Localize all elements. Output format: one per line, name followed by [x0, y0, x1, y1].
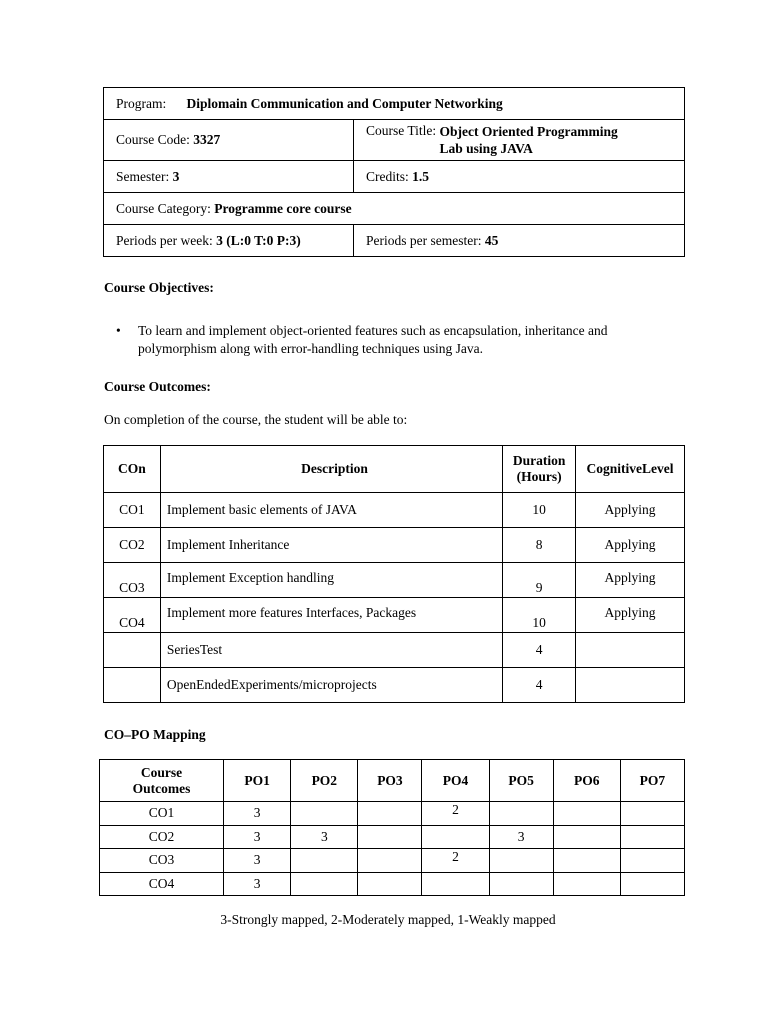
po-cell: 3	[224, 872, 291, 896]
table-row	[104, 633, 685, 668]
table-row	[104, 598, 685, 633]
con-cell: CO2	[104, 528, 161, 563]
level-cell: Applying	[576, 528, 685, 563]
description-cell: Implement Exception handling	[160, 563, 502, 598]
semester-value: 3	[172, 168, 180, 184]
bullet-icon: •	[116, 323, 121, 338]
mapping-table	[99, 759, 685, 896]
co-cell: CO3	[100, 849, 224, 873]
po-cell: 3	[291, 825, 358, 849]
table-row	[100, 802, 685, 826]
duration-cell: 9	[503, 563, 576, 598]
mapping-header-row	[100, 760, 685, 802]
program-cell	[104, 88, 685, 120]
objectives-heading: Course Objectives:	[104, 280, 214, 295]
program-value: Diplomain Communication and Computer Networking	[186, 95, 503, 111]
credits-value: 1.5	[412, 168, 429, 184]
course-title-line1: Object Oriented Programming	[439, 124, 618, 139]
po-cell	[620, 802, 684, 826]
periods-semester-value: 45	[484, 232, 499, 248]
credits-cell	[354, 161, 685, 193]
outcomes-table	[103, 445, 685, 703]
po-cell	[422, 872, 489, 896]
description-cell: SeriesTest	[160, 633, 502, 668]
course-title-label: Course Title:	[366, 123, 437, 138]
course-code-cell	[104, 120, 354, 161]
header-po5: PO5	[489, 760, 553, 802]
po-cell: 3	[489, 825, 553, 849]
header-duration-line1: Duration	[512, 453, 566, 468]
category-cell	[104, 193, 685, 225]
po-cell	[291, 849, 358, 873]
po-cell	[553, 802, 620, 826]
course-info-table	[103, 87, 685, 257]
header-po4: PO4	[422, 760, 489, 802]
header-description: Description	[160, 446, 502, 493]
level-cell: Applying	[576, 598, 685, 633]
co-cell: CO4	[100, 872, 224, 896]
po-cell	[358, 825, 422, 849]
header-duration	[503, 446, 576, 493]
periods-week-label: Periods per week:	[116, 232, 213, 248]
periods-week-cell	[104, 225, 354, 257]
duration-cell: 8	[503, 528, 576, 563]
po-cell	[553, 872, 620, 896]
course-title-value	[440, 123, 618, 157]
objective-item: To learn and implement object-oriented features such as encapsulation, inheritance and polymorphism along with error-handling techniques using Java.	[138, 323, 608, 356]
level-cell: Applying	[576, 563, 685, 598]
po-cell: 2	[422, 849, 489, 873]
table-row	[104, 493, 685, 528]
po-cell	[489, 849, 553, 873]
mapping-legend: 3-Strongly mapped, 2-Moderately mapped, 1-Weakly mapped	[220, 912, 556, 927]
con-cell: CO4	[104, 598, 161, 633]
program-label: Program:	[116, 95, 167, 111]
po-cell	[620, 872, 684, 896]
header-co-line1: Course	[140, 764, 183, 780]
category-value: Programme core course	[214, 200, 352, 216]
con-cell: CO1	[104, 493, 161, 528]
description-cell: Implement Inheritance	[160, 528, 502, 563]
po-cell	[553, 825, 620, 849]
po-cell	[620, 849, 684, 873]
po-cell	[553, 849, 620, 873]
category-label: Course Category:	[116, 200, 211, 216]
table-row	[104, 668, 685, 703]
outcomes-header-row	[104, 446, 685, 493]
po-cell	[291, 872, 358, 896]
course-code-value: 3327	[193, 132, 221, 147]
course-code-label: Course Code:	[116, 132, 190, 147]
duration-cell: 10	[503, 598, 576, 633]
con-cell	[104, 633, 161, 668]
outcomes-heading: Course Outcomes:	[104, 379, 211, 394]
header-course-outcomes	[100, 760, 224, 802]
co-cell: CO1	[100, 802, 224, 826]
po-cell: 3	[224, 849, 291, 873]
periods-semester-cell	[354, 225, 685, 257]
po-cell: 3	[224, 802, 291, 826]
table-row	[100, 825, 685, 849]
po-cell	[422, 825, 489, 849]
header-po3: PO3	[358, 760, 422, 802]
level-cell	[576, 668, 685, 703]
duration-cell: 4	[503, 633, 576, 668]
po-cell: 2	[422, 802, 489, 826]
po-cell	[489, 802, 553, 826]
level-cell: Applying	[576, 493, 685, 528]
outcomes-intro: On completion of the course, the student will be able to:	[104, 412, 408, 427]
table-row	[100, 872, 685, 896]
po-cell	[620, 825, 684, 849]
semester-cell	[104, 161, 354, 193]
course-title-cell	[354, 120, 685, 161]
header-co-line2: Outcomes	[132, 780, 191, 796]
header-cognitive-level: CognitiveLevel	[576, 446, 685, 493]
credits-label: Credits:	[366, 168, 409, 184]
periods-semester-label: Periods per semester:	[366, 232, 482, 248]
periods-week-value: 3 (L:0 T:0 P:3)	[216, 232, 301, 248]
po-cell	[358, 849, 422, 873]
po-cell	[489, 872, 553, 896]
description-cell: Implement more features Interfaces, Packages	[160, 598, 502, 633]
header-con: COn	[104, 446, 161, 493]
objectives-list	[116, 322, 676, 358]
description-cell: Implement basic elements of JAVA	[160, 493, 502, 528]
co-cell: CO2	[100, 825, 224, 849]
semester-label: Semester:	[116, 168, 170, 184]
po-cell	[291, 802, 358, 826]
header-po6: PO6	[553, 760, 620, 802]
course-title-line2: Lab using JAVA	[439, 141, 533, 156]
table-row	[104, 528, 685, 563]
po-cell	[358, 802, 422, 826]
header-po7: PO7	[620, 760, 684, 802]
po-cell: 3	[224, 825, 291, 849]
mapping-heading: CO–PO Mapping	[104, 727, 206, 742]
header-duration-line2: (Hours)	[516, 469, 562, 484]
table-row	[104, 563, 685, 598]
po-cell	[358, 872, 422, 896]
level-cell	[576, 633, 685, 668]
duration-cell: 4	[503, 668, 576, 703]
description-cell: OpenEndedExperiments/microprojects	[160, 668, 502, 703]
con-cell	[104, 668, 161, 703]
header-po1: PO1	[224, 760, 291, 802]
duration-cell: 10	[503, 493, 576, 528]
header-po2: PO2	[291, 760, 358, 802]
table-row	[100, 849, 685, 873]
con-cell: CO3	[104, 563, 161, 598]
